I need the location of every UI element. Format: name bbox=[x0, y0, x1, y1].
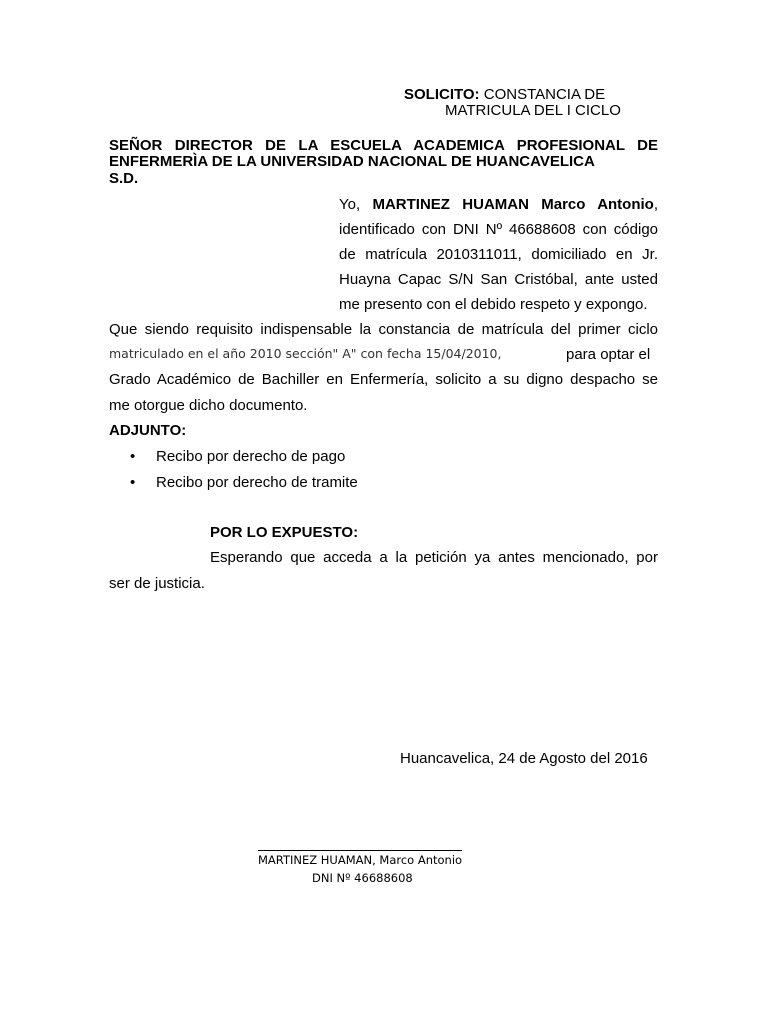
closing-line-1: Esperando que acceda a la petición ya antes mencionado, por bbox=[210, 549, 658, 566]
subject-label: SOLICITO: bbox=[404, 86, 480, 103]
attachments-heading: ADJUNTO: bbox=[109, 422, 187, 439]
body-line-2: matriculado en el año 2010 sección" A" con fecha 15/04/2010, bbox=[109, 346, 502, 361]
closing-heading: POR LO EXPUESTO: bbox=[210, 524, 359, 541]
intro-line-5: me presento con el debido respeto y expongo. bbox=[339, 296, 648, 313]
date-line: Huancavelica, 24 de Agosto del 2016 bbox=[400, 750, 648, 767]
subject-line-1 bbox=[404, 86, 605, 103]
intro-line-3: de matrícula 2010311011, domiciliado en Jr. bbox=[339, 246, 658, 263]
intro-line-2: identificado con DNI Nº 46688608 con código bbox=[339, 221, 658, 238]
subject-line-2: MATRICULA DEL I CICLO bbox=[445, 102, 621, 119]
applicant-name: MARTINEZ HUAMAN Marco Antonio bbox=[372, 196, 654, 213]
signature-dni: DNI Nº 46688608 bbox=[312, 871, 413, 885]
bullet-icon: • bbox=[130, 474, 136, 491]
attachment-item: Recibo por derecho de pago bbox=[156, 448, 346, 465]
signature-line bbox=[258, 850, 462, 851]
body-line-2-end: para optar el bbox=[566, 346, 651, 363]
subject-text-1: CONSTANCIA DE bbox=[479, 86, 606, 103]
body-line-3: Grado Académico de Bachiller en Enfermería, solicito a su digno despacho se bbox=[109, 371, 658, 388]
intro-suffix: , bbox=[653, 196, 659, 213]
addressee-line-3: S.D. bbox=[109, 170, 139, 187]
signature-name: MARTINEZ HUAMAN, Marco Antonio bbox=[258, 853, 463, 867]
attachment-item: Recibo por derecho de tramite bbox=[156, 474, 358, 491]
closing-line-2: ser de justicia. bbox=[109, 575, 205, 592]
intro-prefix: Yo, bbox=[339, 196, 373, 213]
addressee-line-1: SEÑOR DIRECTOR DE LA ESCUELA ACADEMICA PROFESIONAL DE bbox=[109, 137, 658, 154]
intro-line-4: Huayna Capac S/N San Cristóbal, ante usted bbox=[339, 271, 658, 288]
intro-line-1 bbox=[339, 196, 658, 213]
body-line-1: Que siendo requisito indispensable la constancia de matrícula del primer ciclo bbox=[109, 321, 658, 338]
body-line-4: me otorgue dicho documento. bbox=[109, 397, 308, 414]
bullet-icon: • bbox=[130, 448, 136, 465]
addressee-line-2: ENFERMERÌA DE LA UNIVERSIDAD NACIONAL DE HUANCAVELICA bbox=[109, 153, 595, 170]
